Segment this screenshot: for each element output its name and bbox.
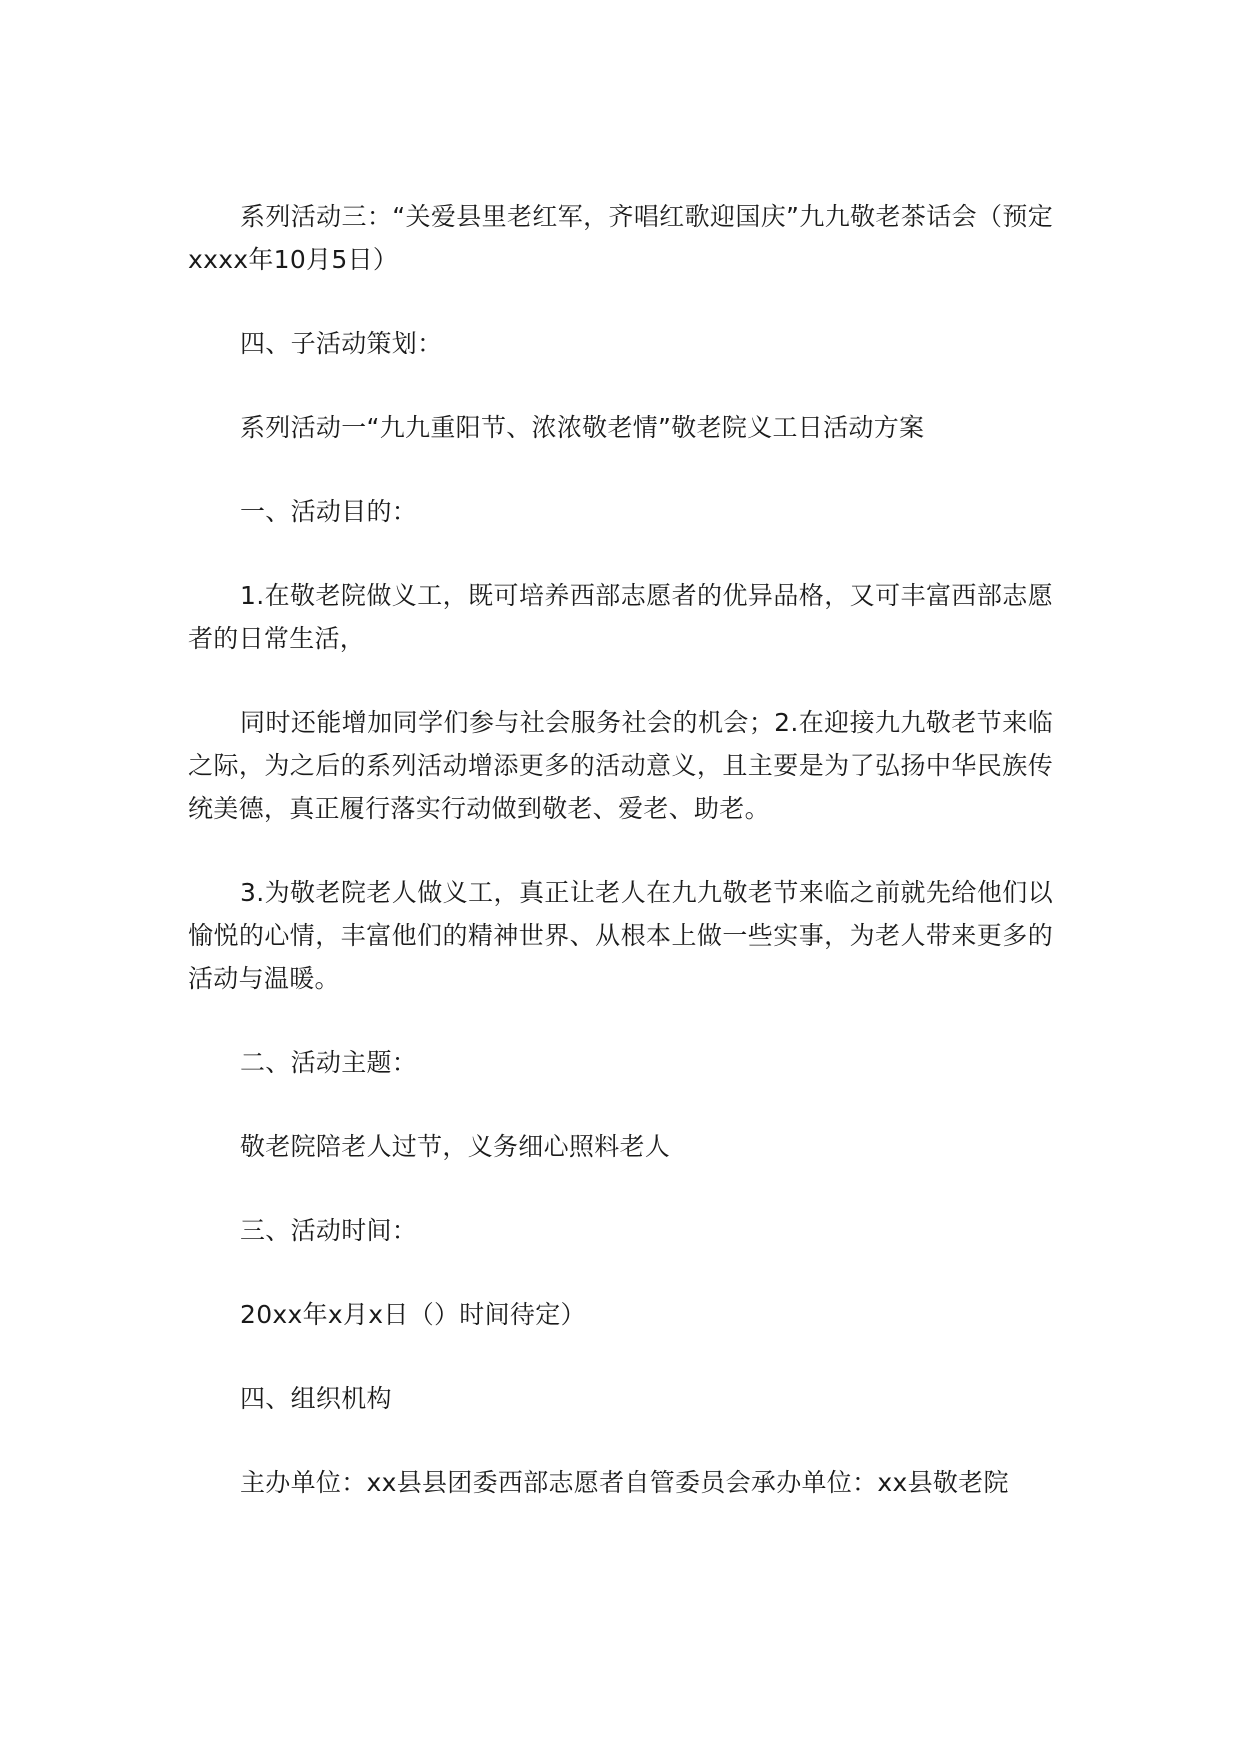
paragraph-activity-three: 系列活动三：“关爱县里老红军，齐唱红歌迎国庆”九九敬老茶话会（预定xxxx年10月5日） bbox=[188, 202, 1053, 274]
heading-activity-theme: 二、活动主题： bbox=[240, 1048, 418, 1077]
heading-activity-time: 三、活动时间： bbox=[240, 1216, 418, 1245]
heading-sub-activity-planning: 四、子活动策划： bbox=[240, 329, 443, 358]
paragraph-activity-time: 20xx年x月x日（）时间待定） bbox=[240, 1300, 586, 1329]
paragraph-purpose-3: 3.为敬老院老人做义工，真正让老人在九九敬老节来临之前就先给他们以愉悦的心情，丰富他们的精神世界、从根本上做一些实事，为老人带来更多的活动与温暖。 bbox=[188, 878, 1053, 993]
paragraph-purpose-2: 同时还能增加同学们参与社会服务社会的机会；2.在迎接九九敬老节来临之际，为之后的系列活动增添更多的活动意义，且主要是为了弘扬中华民族传统美德，真正履行落实行动做到敬老、爱老、助老。 bbox=[188, 708, 1053, 823]
paragraph-organization: 主办单位：xx县县团委西部志愿者自管委员会承办单位：xx县敬老院 bbox=[240, 1468, 1009, 1497]
paragraph-purpose-1: 1.在敬老院做义工，既可培养西部志愿者的优异品格，又可丰富西部志愿者的日常生活， bbox=[188, 581, 1053, 653]
paragraph-activity-one-title: 系列活动一“九九重阳节、浓浓敬老情”敬老院义工日活动方案 bbox=[240, 413, 925, 442]
document-body bbox=[188, 195, 1053, 1504]
paragraph-activity-theme: 敬老院陪老人过节，义务细心照料老人 bbox=[240, 1132, 671, 1161]
heading-activity-purpose: 一、活动目的： bbox=[240, 497, 418, 526]
heading-organization: 四、组织机构 bbox=[240, 1384, 392, 1413]
